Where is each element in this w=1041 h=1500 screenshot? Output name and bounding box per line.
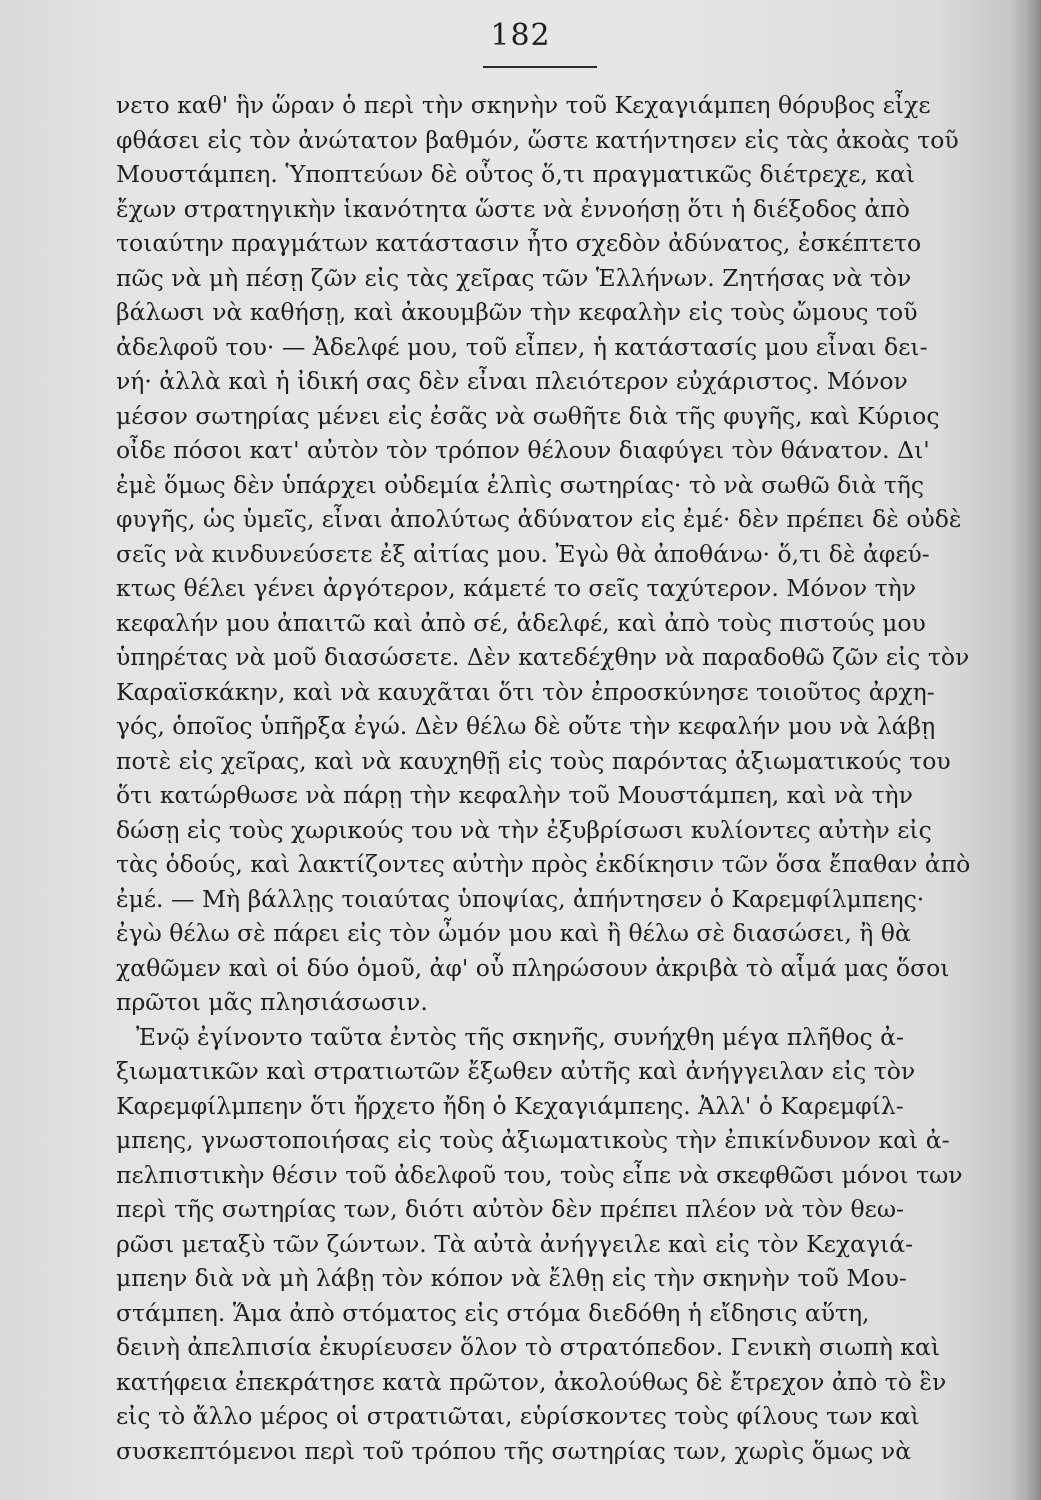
text-line-23: τὰς ὁδούς, καὶ λακτίζοντες αὐτὴν πρὸς ἐκδίκησιν τῶν ὅσα ἔπαθαν ἀπὸ — [116, 850, 971, 878]
text-line-38: κατήφεια ἐπεκράτησε κατὰ πρῶτον, ἀκολούθως δὲ ἔτρεχον ἀπὸ τὸ ἓν — [116, 1367, 947, 1396]
page-edge-shadow — [1009, 0, 1041, 1500]
text-line-35: μπεην διὰ νὰ μὴ λάβῃ τὸν κόπον νὰ ἔλθῃ εἰς τὴν σκηνὴν τοῦ Μου- — [116, 1264, 907, 1292]
page-number-rule — [483, 66, 597, 68]
text-line-31: μπεης, γνωστοποιήσας εἰς τοὺς ἀξιωματικοὺς τὴν ἐπικίνδυνον καὶ ἀ- — [116, 1126, 950, 1154]
text-line-22: δώσῃ εἰς τοὺς χωρικούς του νὰ τὴν ἐξυβρίσωσι κυλίοντες αὐτὴν εἰς — [116, 815, 932, 844]
text-line-30: Καρεμφίλμπεην ὅτι ἤρχετο ἤδη ὁ Κεχαγιάμπεης. Ἀλλ' ὁ Καρεμφίλ- — [116, 1091, 904, 1120]
text-line-27: πρῶτοι μᾶς πλησιάσωσιν. — [116, 988, 428, 1016]
text-line-20: ποτὲ εἰς χεῖρας, καὶ νὰ καυχηθῇ εἰς τοὺς παρόντας ἀξιωματικούς του — [116, 746, 951, 775]
text-line-37: δεινὴ ἀπελπισία ἐκυρίευσεν ὅλον τὸ στρατόπεδον. Γενικὴ σιωπὴ καὶ — [116, 1333, 941, 1361]
text-line-12: ἐμὲ ὅμως δὲν ὑπάρχει οὐδεμία ἐλπὶς σωτηρίας· τὸ νὰ σωθῶ διὰ τῆς — [116, 470, 925, 499]
text-line-24: ἐμέ. — Μὴ βάλλῃς τοιαύτας ὑποψίας, ἀπήντησεν ὁ Καρεμφίλμπεης· — [116, 884, 925, 913]
text-line-16: κεφαλήν μου ἀπαιτῶ καὶ ἀπὸ σέ, ἀδελφέ, καὶ ἀπὸ τοὺς πιστούς μου — [116, 608, 926, 637]
text-line-7: βάλωσι νὰ καθήσῃ, καὶ ἀκουμβῶν τὴν κεφαλὴν εἰς τοὺς ὤμους τοῦ — [116, 298, 918, 326]
text-line-32: πελπιστικὴν θέσιν τοῦ ἀδελφοῦ του, τοὺς εἶπε νὰ σκεφθῶσι μόνοι των — [116, 1160, 963, 1189]
text-line-11: οἶδε πόσοι κατ' αὐτὸν τὸν τρόπον θέλουν διαφύγει τὸν θάνατον. Δι' — [116, 436, 930, 464]
text-line-10: μέσον σωτηρίας μένει εἰς ἐσᾶς νὰ σωθῆτε διὰ τῆς φυγῆς, καὶ Κύριος — [116, 401, 940, 430]
text-line-1: νετο καθ' ἣν ὥραν ὁ περὶ τὴν σκηνὴν τοῦ Κεχαγιάμπεη θόρυβος εἶχε — [116, 91, 931, 119]
text-line-28-paragraph-start: Ἐνῷ ἐγίνοντο ταῦτα ἐντὸς τῆς σκηνῆς, συνήχθη μέγα πλῆθος ἀ- — [136, 1022, 904, 1051]
text-line-29: ξιωματικῶν καὶ στρατιωτῶν ἔξωθεν αὐτῆς καὶ ἀνήγγειλαν εἰς τὸν — [116, 1057, 916, 1085]
text-line-5: τοιαύτην πραγμάτων κατάστασιν ἦτο σχεδὸν ἀδύνατος, ἐσκέπτετο — [116, 229, 922, 257]
text-line-4: ἔχων στρατηγικὴν ἱκανότητα ὥστε νὰ ἐννοήσῃ ὅτι ἡ διέξοδος ἀπὸ — [116, 194, 910, 223]
text-line-14: σεῖς νὰ κινδυνεύσετε ἐξ αἰτίας μου. Ἐγὼ θὰ ἀποθάνω· ὅ,τι δὲ ἀφεύ- — [116, 539, 930, 568]
text-line-40: συσκεπτόμενοι περὶ τοῦ τρόπου τῆς σωτηρίας των, χωρὶς ὅμως νὰ — [116, 1436, 912, 1465]
text-line-34: ρῶσι μεταξὺ τῶν ζώντων. Τὰ αὐτὰ ἀνήγγειλε καὶ εἰς τὸν Κεχαγιά- — [116, 1229, 914, 1258]
text-line-9: νή· ἀλλὰ καὶ ἡ ἰδική σας δὲν εἶναι πλειότερον εὐχάριστος. Μόνον — [116, 367, 908, 395]
text-line-17: ὑπηρέτας νὰ μοῦ διασώσετε. Δὲν κατεδέχθην νὰ παραδοθῶ ζῶν εἰς τὸν — [116, 643, 970, 671]
text-line-18: Καραϊσκάκην, καὶ νὰ καυχᾶται ὅτι τὸν ἐπροσκύνησε τοιοῦτος ἀρχη- — [116, 677, 935, 706]
text-line-6: πῶς νὰ μὴ πέσῃ ζῶν εἰς τὰς χεῖρας τῶν Ἑλλήνων. Ζητήσας νὰ τὸν — [116, 263, 912, 292]
text-line-39: εἰς τὸ ἄλλο μέρος οἱ στρατιῶται, εὑρίσκοντες τοὺς φίλους των καὶ — [116, 1402, 920, 1430]
text-line-19: γός, ὁποῖος ὑπῆρξα ἐγώ. Δὲν θέλω δὲ οὔτε τὴν κεφαλήν μου νὰ λάβῃ — [116, 712, 936, 740]
text-line-25: ἐγὼ θέλω σὲ πάρει εἰς τὸν ὦμόν μου καὶ ἢ θέλω σὲ διασώσει, ἢ θὰ — [116, 919, 911, 947]
text-line-13: φυγῆς, ὡς ὑμεῖς, εἶναι ἀπολύτως ἀδύνατον εἰς ἐμέ· δὲν πρέπει δὲ οὐδὲ — [116, 505, 962, 533]
text-line-15: κτως θέλει γένει ἀργότερον, κάμετέ το σεῖς ταχύτερον. Μόνον τὴν — [116, 574, 917, 602]
text-line-36: στάμπεη. Ἅμα ἀπὸ στόματος εἰς στόμα διεδόθη ἡ εἴδησις αὕτη, — [116, 1298, 870, 1327]
text-line-21: ὅτι κατώρθωσε νὰ πάρῃ τὴν κεφαλὴν τοῦ Μουστάμπεη, καὶ νὰ τὴν — [116, 781, 913, 809]
text-line-3: Μουστάμπεη. Ὑποπτεύων δὲ οὗτος ὅ,τι πραγματικῶς διέτρεχε, καὶ — [116, 160, 916, 188]
text-line-8: ἀδελφοῦ του· — Ἀδελφέ μου, τοῦ εἶπεν, ἡ κατάστασίς μου εἶναι δει- — [116, 332, 928, 361]
body-text — [116, 88, 976, 1468]
text-line-33: περὶ τῆς σωτηρίας των, διότι αὐτὸν δὲν πρέπει πλέον νὰ τὸν θεω- — [116, 1195, 904, 1223]
text-line-26: χαθῶμεν καὶ οἱ δύο ὁμοῦ, ἀφ' οὗ πληρώσουν ἀκριβὰ τὸ αἷμά μας ὅσοι — [116, 953, 950, 982]
page-number: 182 — [490, 18, 551, 53]
text-line-2: φθάσει εἰς τὸν ἀνώτατον βαθμόν, ὥστε κατήντησεν εἰς τὰς ἀκοὰς τοῦ — [116, 125, 959, 154]
